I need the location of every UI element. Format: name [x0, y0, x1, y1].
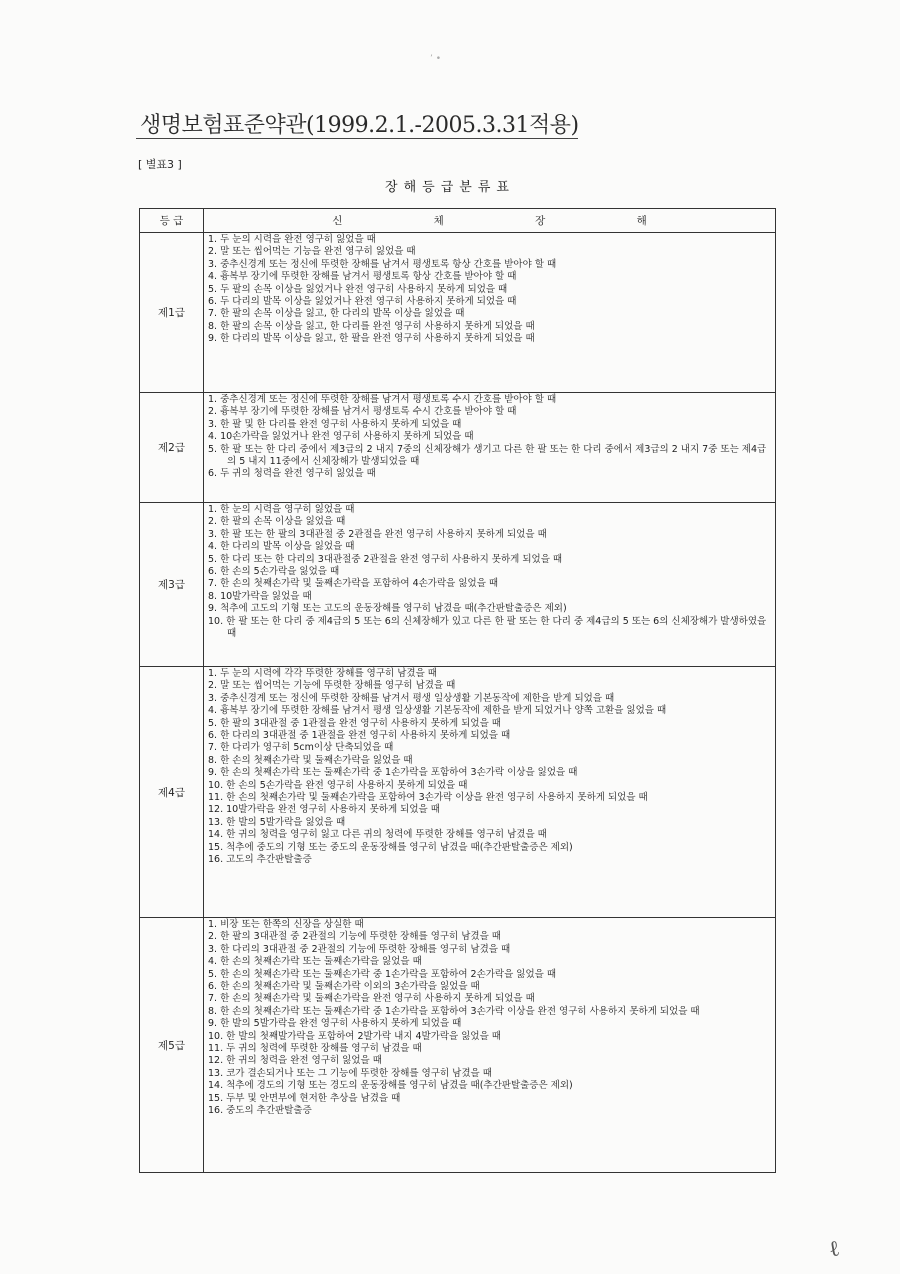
- disability-item: 10. 한 손의 5손가락을 완전 영구히 사용하지 못하게 되었을 때: [208, 779, 468, 791]
- disability-item: 13. 한 발의 5발가락을 잃었을 때: [208, 816, 346, 828]
- handwritten-page-mark: ℓ: [827, 1236, 843, 1263]
- disability-item: 11. 두 귀의 청력에 뚜렷한 장해를 영구히 남겼을 때: [208, 1043, 422, 1055]
- grade-row: [140, 503, 776, 667]
- column-header-grade: 등 급: [140, 209, 204, 233]
- grade-row: [140, 233, 776, 393]
- disability-item: 4. 흉복부 장기에 뚜렷한 장해를 남겨서 평생 일상생활 기본동작에 제한을 받게 되었거나 양쪽 고환을 잃었을 때: [208, 705, 667, 717]
- disability-item: 2. 한 팔의 3대관절 중 2관절의 기능에 뚜렷한 장해를 영구히 남겼을 때: [208, 931, 501, 943]
- grade-row: [140, 918, 776, 1173]
- disability-item: 3. 중추신경계 또는 정신에 뚜렷한 장해를 남겨서 평생 일상생활 기본동작에 제한을 받게 되었을 때: [208, 692, 615, 704]
- disability-item: 7. 한 손의 첫째손가락 및 둘째손가락을 완전 영구히 사용하지 못하게 되었을 때: [208, 993, 535, 1005]
- disability-item: 14. 척추에 경도의 기형 또는 경도의 운동장해를 영구히 남겼을 때(추간판탈출증은 제외): [208, 1080, 573, 1092]
- disability-item: 8. 한 팔의 손목 이상을 잃고, 한 다리를 완전 영구히 사용하지 못하게 되었을 때: [208, 320, 535, 332]
- disability-item: 1. 비장 또는 한쪽의 신장을 상실한 때: [208, 919, 364, 930]
- disability-item: 1. 중추신경계 또는 정신에 뚜렷한 장해를 남겨서 평생토록 수시 간호를 받아야 할 때: [208, 394, 557, 405]
- disability-item: 6. 두 다리의 발목 이상을 잃었거나 완전 영구히 사용하지 못하게 되었을 때: [208, 296, 517, 308]
- disability-item: 16. 고도의 추간판탈출증: [208, 854, 312, 866]
- disability-item: 1. 한 눈의 시력을 영구히 잃었을 때: [208, 504, 355, 515]
- disability-item: 1. 두 눈의 시력에 각각 뚜렷한 장해를 영구히 남겼을 때: [208, 668, 437, 679]
- disability-item: 5. 한 팔 또는 한 다리 중에서 제3급의 2 내지 7중의 신체장해가 생기고 다른 한 팔 또는 한 다리 중에서 제3급의 2 내지 7중 또는 제4급의 5 내지 11중에서 신체장해가 발생되었을 때: [208, 443, 767, 468]
- disability-item: 8. 10발가락을 잃었을 때: [208, 590, 312, 602]
- disability-item: 16. 중도의 추간판탈출증: [208, 1105, 312, 1117]
- document-header-title: 생명보험표준약관(1999.2.1.-2005.3.31적용): [140, 113, 579, 138]
- disability-item: 7. 한 팔의 손목 이상을 잃고, 한 다리의 발목 이상을 잃었을 때: [208, 308, 465, 320]
- grade-label: 제1급: [140, 233, 204, 393]
- disability-item: 9. 한 발의 5발가락을 완전 영구히 사용하지 못하게 되었을 때: [208, 1018, 462, 1030]
- disability-grade-table: [139, 208, 776, 1173]
- appendix-label: [ 별표3 ]: [138, 158, 182, 171]
- disability-item: 9. 한 다리의 발목 이상을 잃고, 한 팔을 완전 영구히 사용하지 못하게 되었을 때: [208, 333, 535, 345]
- disability-item: 4. 한 다리의 발목 이상을 잃었을 때: [208, 541, 355, 553]
- disability-item-list: [208, 394, 769, 481]
- disability-item: 9. 척추에 고도의 기형 또는 고도의 운동장해를 영구히 남겼을 때(추간판탈출증은 제외): [208, 603, 567, 615]
- disability-items-cell: [204, 667, 776, 918]
- disability-item: 5. 두 팔의 손목 이상을 잃었거나 완전 영구히 사용하지 못하게 되었을 때: [208, 283, 508, 295]
- disability-items-cell: [204, 393, 776, 503]
- disability-items-cell: [204, 503, 776, 667]
- disability-item: 8. 한 손의 첫째손가락 및 둘째손가락을 잃었을 때: [208, 754, 413, 766]
- grade-label: 제4급: [140, 667, 204, 918]
- scan-speck: ’ •: [430, 54, 442, 64]
- disability-item-list: [208, 504, 769, 640]
- disability-item: 6. 한 손의 5손가락을 잃었을 때: [208, 566, 340, 578]
- disability-item: 2. 한 팔의 손목 이상을 잃었을 때: [208, 516, 346, 528]
- disability-item: 12. 한 귀의 청력을 완전 영구히 잃었을 때: [208, 1055, 382, 1067]
- disability-item-list: [208, 919, 769, 1118]
- disability-item: 6. 한 다리의 3대관절 중 1관절을 완전 영구히 사용하지 못하게 되었을 때: [208, 730, 511, 742]
- disability-item: 2. 말 또는 씹어먹는 기능에 뚜렷한 장해를 영구히 남겼을 때: [208, 680, 456, 692]
- disability-item: 4. 10손가락을 잃었거나 완전 영구히 사용하지 못하게 되었을 때: [208, 431, 474, 443]
- disability-item-list: [208, 234, 769, 346]
- disability-items-cell: [204, 233, 776, 393]
- disability-item: 11. 한 손의 첫째손가락 및 둘째손가락을 포함하여 3손가락 이상을 완전 영구히 사용하지 못하게 되었을 때: [208, 792, 648, 804]
- table-body: [140, 233, 776, 1173]
- disability-item: 7. 한 손의 첫째손가락 및 둘째손가락을 포함하여 4손가락을 잃었을 때: [208, 578, 499, 590]
- disability-item: 5. 한 팔의 3대관절 중 1관절을 완전 영구히 사용하지 못하게 되었을 때: [208, 717, 501, 729]
- disability-item: 4. 한 손의 첫째손가락 또는 둘째손가락을 잃었을 때: [208, 956, 422, 968]
- disability-item: 1. 두 눈의 시력을 완전 영구히 잃었을 때: [208, 234, 376, 245]
- disability-item: 4. 흉복부 장기에 뚜렷한 장해를 남겨서 평생토록 항상 간호를 받아야 할 때: [208, 271, 517, 283]
- grade-row: [140, 393, 776, 503]
- disability-item: 12. 10발가락을 완전 영구히 사용하지 못하게 되었을 때: [208, 804, 440, 816]
- disability-item: 15. 두부 및 안면부에 현저한 추상을 남겼을 때: [208, 1092, 401, 1104]
- disability-item: 3. 한 팔 또는 한 팔의 3대관절 중 2관절을 완전 영구히 사용하지 못하게 되었을 때: [208, 528, 547, 540]
- table-title: 장해등급분류표: [385, 180, 515, 195]
- disability-item: 2. 말 또는 씹어먹는 기능을 완전 영구히 잃었을 때: [208, 246, 416, 258]
- disability-item: 2. 흉복부 장기에 뚜렷한 장해를 남겨서 평생토록 수시 간호를 받아야 할 때: [208, 406, 517, 418]
- grade-label: 제2급: [140, 393, 204, 503]
- disability-item: 10. 한 발의 첫째발가락을 포함하여 2발가락 내지 4발가락을 잃었을 때: [208, 1030, 501, 1042]
- disability-item: 5. 한 손의 첫째손가락 또는 둘째손가락 중 1손가락을 포함하여 2손가락을 잃었을 때: [208, 968, 557, 980]
- disability-item: 3. 중추신경계 또는 정신에 뚜렷한 장해를 남겨서 평생토록 항상 간호를 받아야 할 때: [208, 258, 557, 270]
- disability-item: 14. 한 귀의 청력을 영구히 잃고 다른 귀의 청력에 뚜렷한 장해를 영구히 남겼을 때: [208, 829, 547, 841]
- column-header-body-disability: 신 체 장 해: [204, 209, 776, 233]
- disability-item: 9. 한 손의 첫째손가락 또는 둘째손가락 중 1손가락을 포함하여 3손가락 이상을 잃었을 때: [208, 767, 578, 779]
- table-header-row: [140, 209, 776, 233]
- disability-item: 8. 한 손의 첫째손가락 또는 둘째손가락 중 1손가락을 포함하여 3손가락 이상을 완전 영구히 사용하지 못하게 되었을 때: [208, 1005, 700, 1017]
- grade-label: 제3급: [140, 503, 204, 667]
- disability-item: 7. 한 다리가 영구히 5cm이상 단축되었을 때: [208, 742, 394, 754]
- disability-item: 15. 척추에 중도의 기형 또는 중도의 운동장해를 영구히 남겼을 때(추간판탈출증은 제외): [208, 841, 573, 853]
- disability-item: 13. 코가 결손되거나 또는 그 기능에 뚜렷한 장해를 영구히 남겼을 때: [208, 1067, 492, 1079]
- disability-item: 3. 한 팔 및 한 다리를 완전 영구히 사용하지 못하게 되었을 때: [208, 418, 462, 430]
- grade-row: [140, 667, 776, 918]
- disability-items-cell: [204, 918, 776, 1173]
- header-underline: [136, 138, 578, 139]
- grade-label: 제5급: [140, 918, 204, 1173]
- disability-item: 6. 두 귀의 청력을 완전 영구히 잃었을 때: [208, 468, 376, 480]
- disability-item: 10. 한 팔 또는 한 다리 중 제4급의 5 또는 6의 신체장해가 있고 다른 한 팔 또는 한 다리 중 제4급의 5 또는 6의 신체장해가 발생하였을 때: [208, 615, 767, 640]
- disability-item: 6. 한 손의 첫째손가락 및 둘째손가락 이외의 3손가락을 잃었을 때: [208, 981, 480, 993]
- disability-item-list: [208, 668, 769, 867]
- disability-item: 3. 한 다리의 3대관절 중 2관절의 기능에 뚜렷한 장해를 영구히 남겼을 때: [208, 943, 511, 955]
- disability-item: 5. 한 다리 또는 한 다리의 3대관절중 2관절을 완전 영구히 사용하지 못하게 되었을 때: [208, 553, 563, 565]
